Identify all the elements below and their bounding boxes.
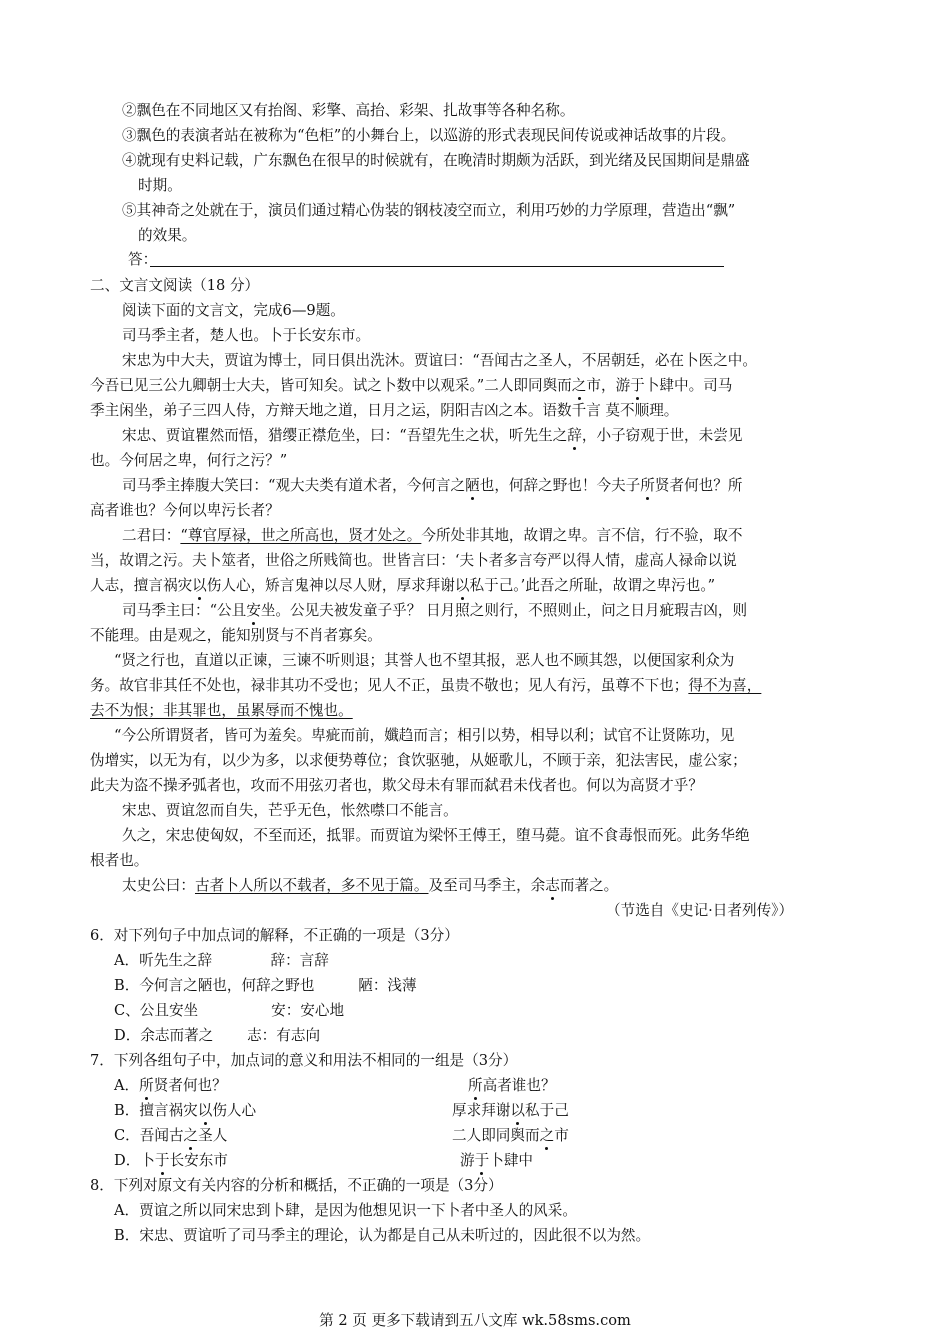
option-5-cont: 的效果。 [138, 227, 197, 244]
passage-line: “今公所谓贤者，皆可为羞矣。卑疵而前，孅趋而言；相引以势，相导以利；试官不让贤陈功，见 [114, 727, 735, 744]
dotted-char: 陋 [465, 477, 480, 494]
option-2: ②飘色在不同地区又有抬阁、彩擎、高抬、彩架、扎故事等各种名称。 [122, 102, 575, 119]
answer-label: 答： [128, 251, 158, 268]
underlined-sentence: 得不为喜， [688, 677, 762, 694]
question-8-stem: 8．下列对原文有关内容的分析和概括，不正确的一项是（3分） [90, 1177, 503, 1194]
option-4-cont: 时期。 [138, 177, 182, 194]
passage-line: 太史公曰：古者卜人所以不载者，多不见于篇。及至司马季主，余志而著之。 [122, 877, 619, 894]
dotted-char: 以 [197, 1102, 213, 1119]
passage-line: 二君曰：“尊官厚禄，世之所高也，贤才处之。今所处非其地，故谓之卑。言不信，行不验，取不 [122, 527, 743, 544]
dotted-char: 之 [183, 1127, 199, 1144]
dotted-char: 所 [468, 1077, 483, 1094]
passage-line: 根者也。 [90, 852, 149, 869]
passage-line: 务。故官非其任不处也，禄非其功不受也；见人不正，虽贵不敬也；见人有污，虽尊不下也；得不为喜， [90, 677, 762, 694]
passage-line: 高者谁也？今何以卑污长者？ [90, 502, 280, 519]
dotted-char: 以 [510, 1102, 525, 1119]
passage-line: 宋忠、贾谊忽而自失，芒乎无色，怅然噤口不能言。 [122, 802, 458, 819]
dotted-char: 安 [246, 602, 261, 619]
passage-line: 司马季主曰：“公且安坐。公见夫被发童子乎？ 日月照之则行，不照则止，问之日月疵瑕吉凶，则 [122, 602, 748, 619]
question-7-option-d: D．卜于长安东市 [114, 1152, 228, 1169]
passage-line: 当，故谓之污。夫卜筮者，世俗之所贱简也。世皆言曰：‘夫卜者多言夸严以得人情，虚高人禄命以说 [90, 552, 737, 569]
dotted-char: 于 [630, 377, 645, 394]
dotted-char: 所 [139, 1077, 154, 1094]
question-8-option-b: B．宋忠、贾谊听了司马季主的理论，认为都是自己从未听过的，因此很不以为然。 [114, 1227, 651, 1244]
question-7-option-d-pair: 游于卜肆中 [460, 1152, 534, 1169]
option-5: ⑤其神奇之处就在于，演员们通过精心伪装的钢枝凌空而立，利用巧妙的力学原理，营造出“飘” [122, 202, 736, 219]
dotted-char: 以 [192, 577, 207, 594]
passage-line: 今吾已见三公九卿朝士大夫，皆可知矣。试之卜数中以观采。”二人即同舆而之市，游于卜肆中。司马 [90, 377, 733, 394]
underlined-sentence: 去不为恨；非其罪也，虽累辱而不愧也。 [90, 702, 353, 719]
passage-line: 此夫为盗不操矛弧者也，攻而不用弦刃者也，欺父母未有罪而弑君未伐者也。何以为高贤才乎？ [90, 777, 703, 794]
question-6-option-c: C、公且安坐 安：安心地 [114, 1002, 345, 1019]
dotted-char: 之 [571, 377, 587, 394]
question-7-option-a: A．所贤者何也？ [114, 1077, 227, 1094]
underlined-sentence: 古者卜人所以不载者，多不见于篇。 [194, 877, 429, 894]
passage-line: 伪增实，以无为有，以少为多，以求便势尊位；食饮驱驰，从姬歌儿，不顾于亲，犯法害民，虚公家； [90, 752, 747, 769]
dotted-char: 以 [454, 577, 470, 594]
option-4: ④就现有史料记载，广东飘色在很早的时候就有，在晚清时期颇为活跃，到光绪及民国期间是鼎盛 [122, 152, 750, 169]
dotted-char: 所 [640, 477, 655, 494]
question-7-stem: 7．下列各组句子中，加点词的意义和用法不相同的一组是（3分） [90, 1052, 518, 1069]
passage-line: 人志，擅言祸灾以伤人心，矫言鬼神以尽人财，厚求拜谢以私于己。’此吾之所耻，故谓之卑污也。” [90, 577, 716, 594]
question-7-option-c: C．吾闻古之圣人 [114, 1127, 228, 1144]
answer-line[interactable] [150, 266, 724, 267]
dotted-char: 于 [474, 1152, 490, 1169]
passage-line: “贤之行也，直道以正谏，三谏不听则退；其誉人也不望其报，恶人也不顾其怨，以便国家利众为 [114, 652, 735, 669]
passage-line: 宋忠、贾谊瞿然而悟，猎缨正襟危坐，曰：“吾望先生之状，听先生之辞，小子窃观于世，未尝见 [122, 427, 743, 444]
passage-line: 司马季主者，楚人也。卜于长安东市。 [122, 327, 371, 344]
question-6-option-a: A．听先生之辞 辞：言辞 [114, 952, 329, 969]
page-footer: 第 2 页 更多下载请到五八文库 wk.58sms.com [319, 1312, 631, 1329]
passage-source: （节选自《史记·日者列传》） [606, 902, 794, 919]
dotted-char: 于 [154, 1152, 170, 1169]
question-7-option-c-pair: 二人即同舆而之市 [452, 1127, 569, 1144]
underlined-sentence: “尊官厚禄，世之所高也，贤才处之。 [180, 527, 422, 544]
option-3: ③飘色的表演者站在被称为“色柜”的小舞台上，以巡游的形式表现民间传说或神话故事的片段。 [122, 127, 736, 144]
section-heading: 二、文言文阅读（18 分） [90, 277, 260, 294]
passage-line: 久之，宋忠使匈奴，不至而还，抵罪。而贾谊为梁怀王傅王，堕马薨。谊不食毒恨而死。此务华绝 [122, 827, 750, 844]
passage-line: 宋忠为中大夫，贾谊为博士，同日俱出洗沐。贾谊曰：“吾闻古之圣人，不居朝廷，必在卜医之中。 [122, 352, 757, 369]
question-8-option-a: A．贾谊之所以同宋忠到卜肆，是因为他想见识一下卜者中圣人的风采。 [114, 1202, 577, 1219]
question-7-option-b: B．擅言祸灾以伤人心 [114, 1102, 257, 1119]
question-6-option-d: D．余志而著之 志：有志向 [114, 1027, 321, 1044]
question-7-option-b-pair: 厚求拜谢以私于己 [452, 1102, 569, 1119]
dotted-char: 志 [545, 877, 560, 894]
question-7-option-a-pair: 所高者谁也？ [468, 1077, 556, 1094]
passage-line: 季主闲坐，弟子三四人侍，方辩天地之道，日月之运，阴阳吉凶之本。语数千言 莫不顺理。 [90, 402, 679, 419]
passage-line: 也。今何居之卑，何行之污？” [90, 452, 288, 469]
section-instruction: 阅读下面的文言文，完成6—9题。 [122, 302, 345, 319]
passage-line: 司马季主捧腹大笑曰：“观大夫类有道术者，今何言之陋也，何辞之野也！今夫子所贤者何也？所 [122, 477, 743, 494]
dotted-char: 辞 [567, 427, 582, 444]
dotted-char: 之 [539, 1127, 555, 1144]
question-6-stem: 6．对下列句子中加点词的解释，不正确的一项是（3分） [90, 927, 459, 944]
question-6-option-b: B．今何言之陋也，何辞之野也 陋：浅薄 [114, 977, 417, 994]
passage-line: 不能理。由是观之，能知别贤与不肖者寡矣。 [90, 627, 382, 644]
